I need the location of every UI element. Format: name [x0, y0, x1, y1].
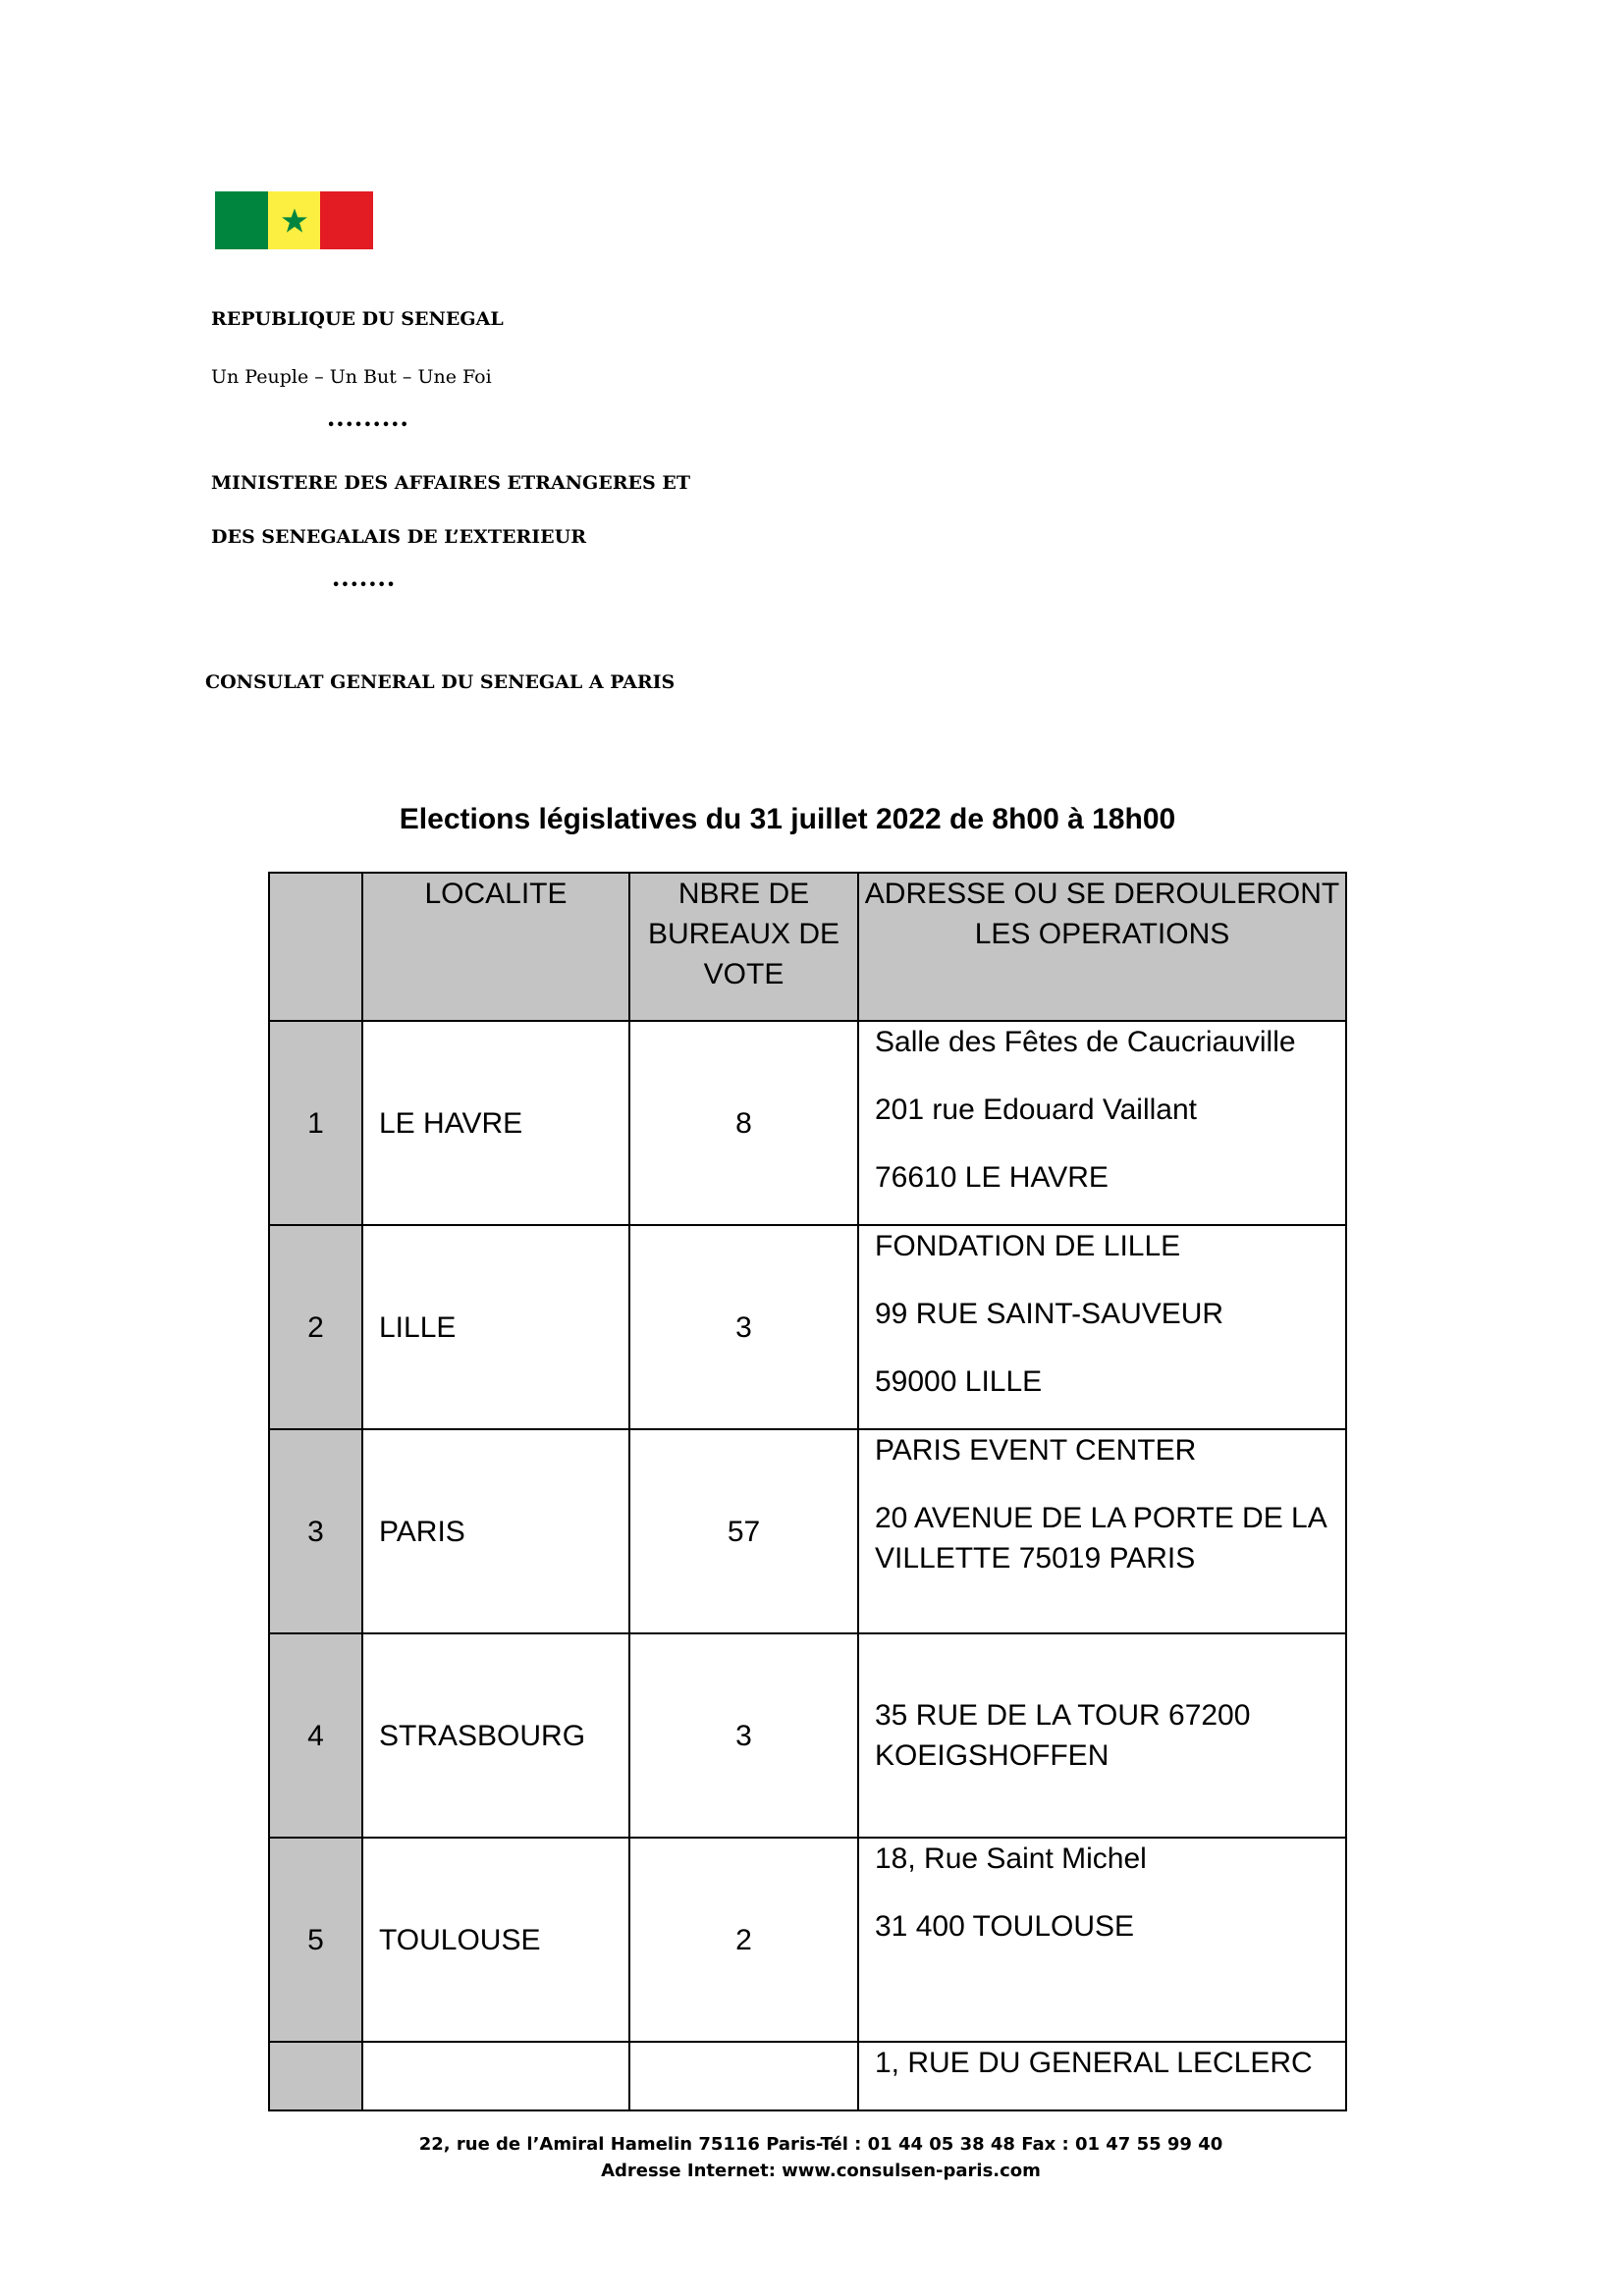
address-line: 76610 LE HAVRE	[875, 1161, 1109, 1194]
star-icon	[280, 206, 309, 236]
table-row	[269, 1633, 1346, 1838]
polling-stations-table	[268, 872, 1347, 2111]
row-address	[858, 1021, 1346, 1225]
address-line: 201 rue Edouard Vaillant	[875, 1094, 1198, 1126]
address-line: PARIS EVENT CENTER	[875, 1434, 1197, 1467]
row-number	[269, 2042, 362, 2110]
address-line: 35 RUE DE LA TOUR 67200 KOEIGSHOFFEN	[875, 1699, 1251, 1772]
row-station-count: 3	[629, 1633, 858, 1838]
row-address	[858, 2042, 1346, 2110]
row-station-count: 2	[629, 1838, 858, 2042]
flag-yellow-band	[268, 191, 320, 249]
row-number: 3	[269, 1429, 362, 1633]
row-number: 5	[269, 1838, 362, 2042]
row-address	[858, 1225, 1346, 1429]
row-station-count	[629, 2042, 858, 2110]
ministry-line-2: DES SENEGALAIS DE L’EXTERIEUR	[211, 526, 586, 548]
header-address: ADRESSE OU SE DEROULERONT LES OPERATIONS	[858, 873, 1346, 1021]
table-row	[269, 2042, 1346, 2110]
flag-red-band	[320, 191, 373, 249]
table-header-row	[269, 873, 1346, 1021]
address-line: 99 RUE SAINT-SAUVEUR	[875, 1298, 1224, 1330]
row-locality: TOULOUSE	[362, 1838, 629, 2042]
header-number	[269, 873, 362, 1021]
address-line: 1, RUE DU GENERAL LECLERC	[875, 2047, 1313, 2079]
row-number: 2	[269, 1225, 362, 1429]
country-name: REPUBLIQUE DU SENEGAL	[211, 308, 504, 330]
row-station-count: 57	[629, 1429, 858, 1633]
row-number: 1	[269, 1021, 362, 1225]
row-station-count: 8	[629, 1021, 858, 1225]
row-address	[858, 1429, 1346, 1633]
document-title: Elections législatives du 31 juillet 2022 de 8h00 à 18h00	[399, 803, 1176, 835]
row-address	[858, 1838, 1346, 2042]
table-row	[269, 1429, 1346, 1633]
table-row	[269, 1021, 1346, 1225]
row-address	[858, 1633, 1346, 1838]
ministry-line-1: MINISTERE DES AFFAIRES ETRANGERES ET	[211, 472, 690, 494]
address-line: 18, Rue Saint Michel	[875, 1842, 1147, 1875]
header-locality: LOCALITE	[362, 873, 629, 1021]
address-line: FONDATION DE LILLE	[875, 1230, 1181, 1262]
row-locality: LE HAVRE	[362, 1021, 629, 1225]
separator-dots: •••••••	[332, 578, 397, 593]
table-row	[269, 1838, 1346, 2042]
flag-green-band	[215, 191, 268, 249]
national-motto: Un Peuple – Un But – Une Foi	[211, 366, 492, 388]
address-line: 59000 LILLE	[875, 1365, 1043, 1398]
footer-contact: 22, rue de l’Amiral Hamelin 75116 Paris-Tél : 01 44 05 38 48 Fax : 01 47 55 99 40	[418, 2134, 1223, 2155]
row-locality: PARIS	[362, 1429, 629, 1633]
table-row	[269, 1225, 1346, 1429]
address-line: 31 400 TOULOUSE	[875, 1910, 1135, 1943]
header-station-count: NBRE DE BUREAUX DE VOTE	[629, 873, 858, 1021]
address-line: Salle des Fêtes de Caucriauville	[875, 1026, 1296, 1058]
row-locality: LILLE	[362, 1225, 629, 1429]
consulate-name: CONSULAT GENERAL DU SENEGAL A PARIS	[205, 671, 676, 693]
senegal-flag	[215, 191, 373, 249]
row-number: 4	[269, 1633, 362, 1838]
row-locality	[362, 2042, 629, 2110]
address-line: 20 AVENUE DE LA PORTE DE LA VILLETTE 75019 PARIS	[875, 1502, 1326, 1575]
footer-website: Adresse Internet: www.consulsen-paris.com	[601, 2161, 1041, 2181]
row-locality: STRASBOURG	[362, 1633, 629, 1838]
row-station-count: 3	[629, 1225, 858, 1429]
separator-dots: •••••••••	[327, 418, 409, 433]
